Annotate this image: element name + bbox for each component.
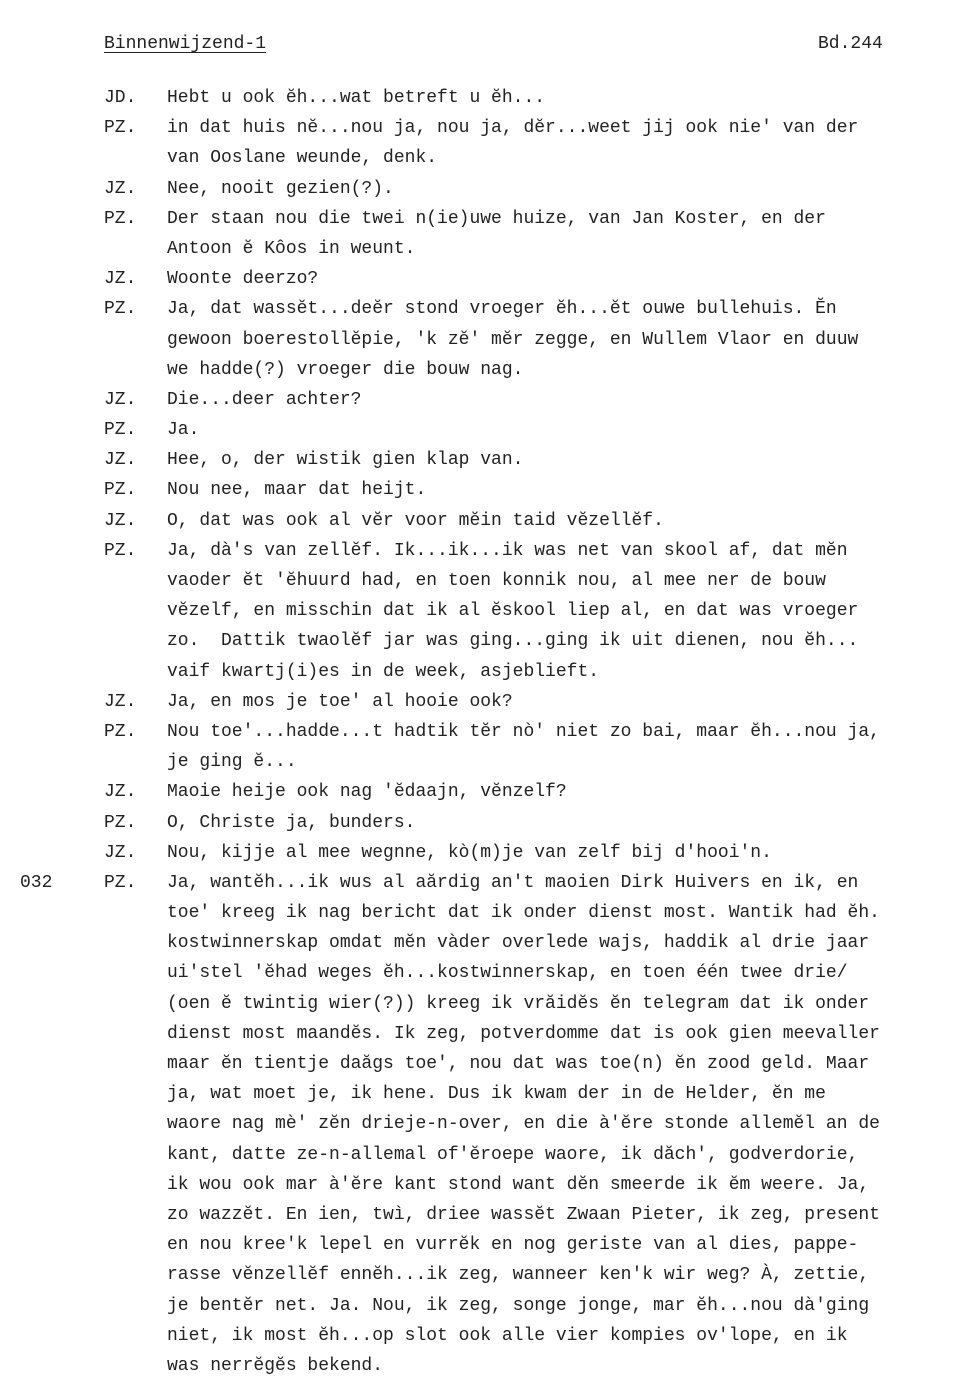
utterance-line: O, dat was ook al vĕr voor mĕin taid vĕzellĕf. [167,510,664,531]
speaker-label: JD. [104,88,137,108]
transcript-turn [0,415,979,445]
tape-counter-marker: 032 [20,872,53,893]
utterance-line: Die...deer achter? [167,389,362,410]
utterance-line: zo wazzĕt. En ien, twì, driee wassĕt Zwaan Pieter, ik zeg, present [167,1204,880,1225]
document-title: Binnenwijzend-1 [104,34,267,54]
transcript-turn [0,506,979,536]
speaker-label: JZ. [104,842,137,863]
utterance-line: Nou, kijje al mee wegnne, kò(m)je van zelf bij d'hooi'n. [167,842,772,863]
utterance-line: kant, datte ze-n-allemal of'ĕroepe waore, ik dăch', godverdorie, [167,1144,859,1165]
utterance-line: Nee, nooit gezien(?). [167,178,394,199]
transcript-turn [0,536,979,687]
speaker-label: PZ. [104,540,137,561]
utterance-line: ui'stel 'ĕhad weges ĕh...kostwinnerskap, en toen één twee drie/ [167,963,848,984]
utterance-line: toe' kreeg ik nag bericht dat ik onder dienst most. Wantik had ĕh. [167,903,880,924]
transcript-turn [0,204,979,264]
utterance-line: Ja, en mos je toe' al hooie ook? [167,691,513,712]
transcript-body [0,83,979,1381]
transcript-turn [0,687,979,717]
transcript-turn [0,294,979,385]
speaker-label: PZ. [104,812,137,833]
speaker-label: PZ. [104,872,137,893]
speaker-label: PZ. [104,299,137,320]
utterance-line: waore nag mè' zĕn drieje-n-over, en die à'ĕre stonde allemĕl an de [167,1114,880,1135]
utterance-line: Maoie heije ook nag 'ĕdaajn, vĕnzelf? [167,782,567,803]
speaker-label: JZ. [104,269,137,290]
utterance-line: Der staan nou die twei n(ie)uwe huize, van Jan Koster, en der [167,208,826,229]
utterance-line: ik wou ook mar à'ĕre kant stond want dĕn smeerde ik ĕm weere. Ja, [167,1174,870,1195]
utterance-line: ja, wat moet je, ik hene. Dus ik kwam der in de Helder, ĕn me [167,1084,826,1105]
utterance-line: je ging ĕ... [167,752,297,773]
utterance-line: van Ooslane weunde, denk. [167,148,438,169]
transcript-turn [0,445,979,475]
speaker-label: JZ. [104,389,137,410]
transcript-turn [0,83,979,113]
utterance-line: maar ĕn tientje daăgs toe', nou dat was toe(n) ĕn zood geld. Maar [167,1054,870,1074]
utterance-line: vĕzelf, en misschin dat ik al ĕskool liep al, en dat was vroeger [167,601,859,622]
utterance-line: Ja, dà's van zellĕf. Ik...ik...ik was net van skool af, dat mĕn [167,540,848,561]
speaker-label: PZ. [104,118,137,139]
speaker-label: JZ. [104,510,137,531]
transcript-turn [0,868,979,1381]
utterance-line: en nou kree'k lepel en vurrĕk en nog geriste van al dies, pappe- [167,1235,859,1256]
utterance-line: we hadde(?) vroeger die bouw nag. [167,359,524,380]
utterance-line: niet, ik most ĕh...op slot ook alle vier kompies ov'lope, en ik [167,1325,848,1346]
utterance-line: Antoon ĕ Kôos in weunt. [167,238,416,259]
utterance-line: dienst most maandĕs. Ik zeg, potverdomme dat is ook gien meevaller [167,1023,880,1044]
utterance-line: gewoon boerestollĕpie, 'k zĕ' mĕr zegge, en Wullem Vlaor en duuw [167,329,859,350]
utterance-line: kostwinnerskap omdat mĕn vàder overlede wajs, haddik al drie jaar [167,933,870,954]
utterance-line: Nou toe'...hadde...t hadtik tĕr nò' niet zo bai, maar ĕh...nou ja, [167,721,880,742]
transcript-turn [0,838,979,868]
speaker-label: PZ. [104,420,137,441]
transcript-turn [0,385,979,415]
utterance-line: vaoder ĕt 'ĕhuurd had, en toen konnik nou, al mee ner de bouw [167,571,826,591]
transcript-turn [0,717,979,777]
speaker-label: JZ. [104,450,137,471]
utterance-line: Ja, wantĕh...ik wus al aărdig an't maoien Dirk Huivers en ik, en [167,872,859,893]
utterance-line: in dat huis nĕ...nou ja, nou ja, dĕr...weet jij ook nie' van der [167,118,859,139]
utterance-line: Woonte deerzo? [167,269,319,290]
transcript-turn [0,264,979,294]
transcript-turn [0,475,979,505]
utterance-line: Hee, o, der wistik gien klap van. [167,450,524,471]
transcript-turn [0,174,979,204]
speaker-label: JZ. [104,178,137,199]
utterance-line: Nou nee, maar dat heijt. [167,480,427,501]
utterance-line: Ja, dat wassĕt...deĕr stond vroeger ĕh...ĕt ouwe bullehuis. Ĕn [167,299,837,320]
utterance-line: je bentĕr net. Ja. Nou, ik zeg, songe jonge, mar ĕh...nou dà'ging [167,1295,870,1316]
speaker-label: PZ. [104,721,137,742]
transcript-turn [0,113,979,173]
utterance-line: was nerrĕgĕs bekend. [167,1355,384,1376]
speaker-label: PZ. [104,480,137,501]
utterance-line: (oen ĕ twintig wier(?)) kreeg ik vrăidĕs ĕn telegram dat ik onder [167,993,870,1014]
transcript-turn [0,808,979,838]
speaker-label: JZ. [104,782,137,803]
utterance-line: Ja. [167,420,200,441]
utterance-line: zo. Dattik twaolĕf jar was ging...ging ik uit dienen, nou ĕh... [167,631,859,652]
page-number: Bd.244 [818,34,883,54]
utterance-line: vaif kwartj(i)es in de week, asjeblieft. [167,661,600,682]
utterance-line: O, Christe ja, bunders. [167,812,416,833]
utterance-line: rasse vĕnzellĕf ennĕh...ik zeg, wanneer ken'k wir weg? À, zettie, [167,1265,870,1286]
speaker-label: JZ. [104,691,137,712]
transcript-turn [0,777,979,807]
speaker-label: PZ. [104,208,137,229]
utterance-line: Hebt u ook ĕh...wat betreft u ĕh... [167,88,546,108]
